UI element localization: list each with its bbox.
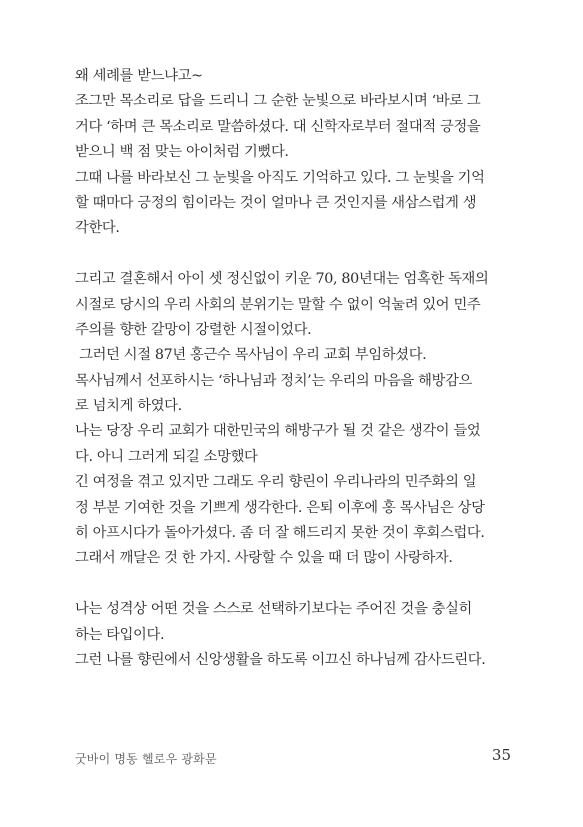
text-line: 왜 세례를 받느냐고~ xyxy=(75,68,203,84)
text-line: 각한다. xyxy=(75,220,120,237)
paragraph-3 xyxy=(75,597,511,673)
text-line: 정 부분 기여한 것을 기쁘게 생각한다. 은퇴 이후에 홍 목사님은 상당 xyxy=(75,499,485,516)
paragraph-gap xyxy=(75,572,511,597)
text-line: 시절로 당시의 우리 사회의 분위기는 말할 수 없이 억눌려 있어 민주 xyxy=(75,296,481,313)
paragraph-gap xyxy=(75,242,511,267)
text-line: 그러던 시절 87년 홍근수 목사님이 우리 교회 부임하셨다. xyxy=(75,347,427,364)
text-line: 그런 나를 향린에서 신앙생활을 하도록 이끄신 하나님께 감사드린다. xyxy=(75,651,486,668)
text-line: 히 아프시다가 돌아가셨다. 좀 더 잘 해드리지 못한 것이 후회스럽다. xyxy=(75,525,485,542)
text-line: 목사님께서 선포하시는 ‘하나님과 정치’는 우리의 마음을 해방감으 xyxy=(75,372,472,389)
running-footer-title: 굿바이 명동 헬로우 광화문 xyxy=(75,752,217,766)
text-line: 조그만 목소리로 답을 드리니 그 순한 눈빛으로 바라보시며 ‘바로 그 xyxy=(75,93,481,110)
text-line: 하는 타입이다. xyxy=(75,626,165,643)
text-line: 나는 성격상 어떤 것을 스스로 선택하기보다는 주어진 것을 충실히 xyxy=(75,601,472,618)
text-line: 주의를 향한 갈망이 강렬한 시절이었다. xyxy=(75,321,312,338)
page-number: 35 xyxy=(491,746,511,764)
page-footer xyxy=(75,748,511,768)
text-line: 긴 여정을 겪고 있지만 그래도 우리 향린이 우리나라의 민주화의 일 xyxy=(75,474,477,491)
text-line: 그리고 결혼해서 아이 셋 정신없이 키운 70, 80년대는 엄혹한 독재의 xyxy=(75,271,489,288)
body-text xyxy=(75,64,511,673)
text-line: 할 때마다 긍정의 힘이라는 것이 얼마나 큰 것인지를 새삼스럽게 생 xyxy=(75,194,477,211)
text-line: 다. 아니 그러게 되길 소망했다 xyxy=(75,448,258,465)
text-line: 그래서 깨달은 것 한 가지. 사랑할 수 있을 때 더 많이 사랑하자. xyxy=(75,550,453,567)
text-line: 받으니 백 점 맞는 아이처럼 기뻤다. xyxy=(75,144,289,161)
text-line: 로 넘치게 하였다. xyxy=(75,398,182,415)
text-line: 나는 당장 우리 교회가 대한민국의 해방구가 될 것 같은 생각이 들었 xyxy=(75,423,481,440)
text-line: 그때 나를 바라보신 그 눈빛을 아직도 기억하고 있다. 그 눈빛을 기억 xyxy=(75,169,485,186)
paragraph-2 xyxy=(75,267,511,572)
text-line: 거다 ‘하며 큰 목소리로 말씀하셨다. 대 신학자로부터 절대적 긍정을 xyxy=(75,118,481,135)
paragraph-1 xyxy=(75,64,511,242)
